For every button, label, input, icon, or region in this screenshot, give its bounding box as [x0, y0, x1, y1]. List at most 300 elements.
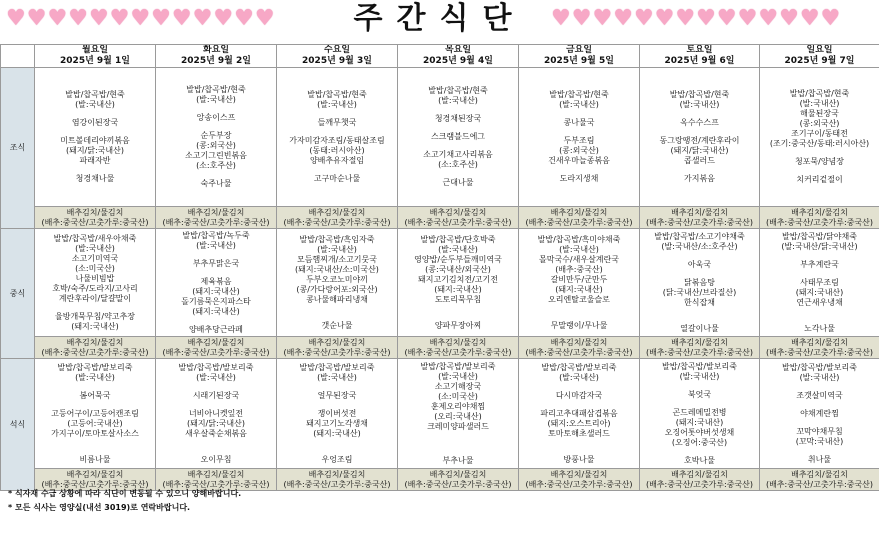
kimchi-item: 배추김치/물김치: [66, 469, 124, 479]
menu-item: 발밥/찹곡밥/현죽: [65, 90, 125, 99]
spacer: [520, 447, 638, 455]
menu-item: (돼지:국내산): [555, 284, 603, 294]
heart-icon: ♥: [254, 6, 275, 31]
kimchi-item: (배추:중국산/고춧가루:중국산): [765, 217, 874, 227]
menu-item: (발:국내산): [317, 244, 357, 254]
menu-item: 발밥/찹곡밥/발보리죽: [57, 362, 133, 372]
menu-item: (발:국내산): [438, 371, 478, 381]
spacer: [520, 128, 638, 136]
kimchi-item: 배추김치/물김치: [66, 337, 124, 347]
kimchi-cell: [760, 207, 879, 229]
menu-item: 발밥/찹곡밥/흑임자죽: [299, 234, 375, 244]
spacer: [761, 419, 878, 427]
spacer: [641, 166, 758, 174]
spacer: [278, 305, 396, 313]
spacer: [157, 317, 275, 325]
heart-icon: ♥: [6, 6, 26, 31]
kimchi-item: (배추:중국산/고춧가루:중국산): [283, 347, 391, 357]
day-header: [277, 45, 398, 68]
spacer: [278, 401, 396, 409]
menu-item: 해물된장국: [800, 109, 839, 118]
spacer: [641, 128, 758, 136]
menu-item: 훈제오리야채찜: [430, 401, 486, 411]
spacer: [157, 251, 275, 259]
menu-item: 발밥/찹곡밥/발보리죽: [178, 362, 254, 372]
kimchi-item: 배추김치/물김치: [550, 469, 608, 479]
spacer: [36, 401, 154, 409]
menu-item: (콩:외국산): [799, 119, 840, 128]
spacer: [278, 166, 396, 174]
menu-item: (오리:국내산): [434, 411, 482, 421]
menu-item: 순두부장: [200, 131, 232, 140]
spacer: [36, 128, 154, 136]
menu-cell: [519, 68, 640, 207]
heart-icon: ♥: [654, 6, 675, 31]
menu-item: 발밥/찹곡밥/발보리죽: [662, 361, 737, 371]
day-name: 목요일: [444, 45, 472, 55]
spacer: [641, 110, 758, 118]
menu-item: 발밥/찹곡밥/현죽: [186, 85, 246, 94]
menu-item: 발밥/찹곡밥/녹두죽: [182, 230, 250, 240]
kimchi-item: (배추:중국산/고춧가루:중국산): [645, 347, 754, 357]
spacer: [399, 440, 517, 448]
menu-item: 얼무된장국: [317, 390, 357, 400]
day-name: 금요일: [565, 45, 593, 55]
kimchi-item: 배추김치/물김치: [308, 207, 366, 217]
menu-item: (소:호주산): [196, 161, 236, 170]
menu-cell: [398, 229, 519, 337]
menu-item: 콥샐러드: [684, 156, 715, 165]
menu-item: 갯순나물: [321, 320, 353, 330]
spacer: [36, 110, 154, 118]
menu-cell: [519, 359, 640, 469]
menu-item: (소:미국산): [438, 391, 478, 401]
heart-decoration-right: [551, 8, 840, 30]
menu-item: 부추무맑은국: [192, 258, 240, 268]
menu-item: 계란후라이/달걀말이: [58, 293, 132, 303]
menu-item: (돼지/닭:국내산): [65, 146, 124, 155]
spacer: [36, 447, 154, 455]
menu-item: (발:국내산/소:호주산): [661, 241, 738, 251]
page-title: 주간식단: [353, 1, 526, 36]
menu-item: (돼지:국내산): [192, 286, 240, 296]
menu-item: 발밥/찹곡밥/발보리죽: [299, 362, 375, 372]
spacer: [520, 166, 638, 174]
menu-item: (발:국내산): [438, 96, 478, 105]
kimchi-cell: [398, 469, 519, 491]
kimchi-item: 배추김치/물김치: [429, 337, 487, 347]
heart-icon: ♥: [737, 6, 758, 31]
menu-item: 청포묵/양념장: [794, 157, 845, 166]
menu-item: 오이무침: [200, 454, 232, 464]
day-date: 2025년 9월 4일: [423, 56, 493, 66]
menu-item: (돼지:국내산): [675, 417, 724, 427]
menu-item: 쟁이버섯전: [317, 408, 357, 418]
menu-item: 비름나물: [79, 454, 111, 464]
spacer: [761, 316, 878, 324]
menu-cell: [277, 359, 398, 469]
spacer: [278, 313, 396, 321]
kimchi-cell: [35, 337, 156, 359]
heart-icon: ♥: [799, 6, 820, 31]
menu-cell: [156, 68, 277, 207]
menu-item: 소고기미역국: [71, 253, 119, 263]
spacer: [520, 383, 638, 391]
menu-item: 파래자반: [79, 156, 111, 165]
heart-icon: ♥: [47, 6, 68, 31]
kimchi-item: 배추김치/물김치: [550, 207, 608, 217]
menu-item: (동태:러시아산): [309, 146, 365, 155]
menu-item: 돼지고기김치전/고기전: [418, 274, 498, 284]
spacer: [399, 106, 517, 114]
spacer: [157, 401, 275, 409]
menu-item: 가지구이/토마토살사소스: [51, 428, 139, 438]
menu-item: (발:국내산): [75, 100, 115, 109]
menu-item: (콩:외국산): [559, 146, 599, 155]
menu-item: 파리고추대패삼겹볶음: [540, 408, 618, 418]
menu-item: 다시마감자국: [555, 390, 603, 400]
menu-item: 발밥/찹곡밥/현죽: [669, 90, 730, 99]
kimchi-item: (배추:중국산/고춧가루:중국산): [525, 217, 633, 227]
heart-icon: ♥: [171, 6, 192, 31]
spacer: [278, 128, 396, 136]
heart-icon: ♥: [68, 6, 88, 31]
menu-item: (돼지:국내산): [313, 428, 361, 438]
menu-item: (돼지:국내산): [71, 321, 119, 331]
spacer: [36, 439, 154, 447]
spacer: [36, 166, 154, 174]
spacer: [761, 447, 878, 455]
menu-item: (발:국내산): [196, 95, 236, 104]
day-name: 일요일: [806, 45, 833, 55]
menu-item: 발밥/찹곡밥/발보리죽: [541, 362, 617, 372]
menu-item: 새우살죽순채볶음: [185, 428, 247, 438]
spacer: [761, 149, 878, 157]
menu-item: (발:국내산): [196, 372, 236, 382]
spacer: [761, 167, 878, 175]
menu-item: (콩:외국산): [196, 141, 236, 150]
kimchi-item: 배추김치/물김치: [429, 469, 487, 479]
spacer: [761, 270, 878, 278]
kimchi-item: 배추김치/물김치: [791, 207, 848, 217]
menu-item: 앙송이스프: [196, 113, 236, 122]
menu-item: 도라지생채: [559, 174, 599, 183]
header-corner: [1, 45, 35, 68]
day-header: [156, 45, 277, 68]
menu-item: 호박나물: [684, 455, 715, 465]
kimchi-item: (배추:중국산/고춧가루:중국산): [525, 347, 633, 357]
menu-item: 부추나물: [442, 455, 474, 465]
heart-icon: ♥: [551, 6, 571, 31]
menu-item: 고등어구이/고등어캔조림: [51, 408, 139, 418]
day-name: 토요일: [686, 45, 713, 55]
meal-label: 석식: [1, 359, 35, 491]
heart-icon: ♥: [779, 6, 799, 31]
heart-icon: ♥: [633, 6, 654, 31]
menu-cell: [35, 229, 156, 337]
kimchi-cell: [277, 469, 398, 491]
heart-icon: ♥: [820, 6, 841, 31]
menu-item: 옥수수스프: [680, 118, 719, 127]
menu-item: 야채계란찜: [800, 408, 839, 418]
spacer: [761, 383, 878, 391]
menu-item: (발:국내산): [317, 100, 357, 109]
menu-item: (발:국내산): [679, 100, 720, 109]
menu-item: 청경채나물: [75, 174, 115, 183]
menu-cell: [156, 229, 277, 337]
kimchi-cell: [398, 337, 519, 359]
menu-item: 부추계란국: [800, 259, 839, 269]
spacer: [399, 448, 517, 456]
day-date: 2025년 9월 2일: [181, 56, 251, 66]
menu-item: 발밥/찹곡밥/현죽: [789, 89, 850, 98]
kimchi-item: (배추:중국산/고춧가루:중국산): [404, 217, 512, 227]
kimchi-item: (배추:중국산/고춧가루:중국산): [283, 217, 391, 227]
kimchi-item: 배추김치/물김치: [187, 337, 245, 347]
menu-item: 무말랭이/무나물: [550, 320, 608, 330]
menu-item: 노각나물: [804, 323, 835, 333]
kimchi-item: (배추:중국산/고춧가루:중국산): [645, 479, 754, 489]
day-date: 2025년 9월 7일: [784, 56, 855, 66]
kimchi-cell: [519, 207, 640, 229]
menu-item: (꼬막:국내산): [795, 436, 844, 446]
menu-item: 돼지고기노각생채: [306, 418, 368, 428]
menu-item: 오징어톳야버섯생채: [664, 427, 735, 437]
menu-item: (닭:국내산/브라질산): [662, 287, 737, 297]
day-date: 2025년 9월 1일: [60, 56, 130, 66]
menu-cell: [277, 68, 398, 207]
menu-cell: [760, 68, 879, 207]
kimchi-item: 배추김치/물김치: [671, 207, 728, 217]
kimchi-item: 배추김치/물김치: [308, 337, 366, 347]
kimchi-item: 배추김치/물김치: [550, 337, 608, 347]
menu-item: (돼지:국내산): [795, 287, 844, 297]
menu-item: 양배추당근라페: [188, 324, 244, 334]
spacer: [278, 383, 396, 391]
day-header: [398, 45, 519, 68]
heart-icon: ♥: [716, 6, 737, 31]
kimchi-cell: [519, 469, 640, 491]
heart-icon: ♥: [151, 6, 171, 31]
day-name: 월요일: [81, 45, 109, 55]
menu-item: 발밥/찹곡밥/단호박죽: [420, 234, 496, 244]
menu-item: 발밥/찹곡밥/흑미야채죽: [537, 234, 621, 244]
kimchi-item: (배추:중국산/고춧가루:중국산): [645, 217, 754, 227]
menu-item: (콩:국내산/외국산): [425, 264, 491, 274]
spacer: [399, 124, 517, 132]
day-date: 2025년 9월 3일: [302, 56, 372, 66]
menu-item: 영양밥/순두부들깨미역국: [414, 254, 502, 264]
menu-item: 발밥/찹곡밥/닭야채죽: [782, 231, 857, 241]
menu-item: 발밥/찹곡밥/발보리죽: [782, 362, 857, 372]
menu-item: (돼지:오스트리아): [547, 418, 611, 428]
menu-item: 열갈이나물: [680, 323, 719, 333]
kimchi-cell: [519, 337, 640, 359]
menu-item: 방풍나물: [563, 454, 595, 464]
spacer: [278, 110, 396, 118]
menu-item: 건새우마늘종볶음: [548, 156, 610, 165]
kimchi-cell: [398, 207, 519, 229]
meal-row: [1, 68, 879, 207]
menu-item: 호박/숙주/도라지/고사리: [52, 283, 138, 293]
menu-item: 숙주나물: [200, 179, 232, 188]
kimchi-cell: [156, 207, 277, 229]
kimchi-item: (배추:중국산/고춧가루:중국산): [162, 347, 270, 357]
menu-item: (발:국내산): [75, 243, 115, 253]
heart-icon: ♥: [109, 6, 130, 31]
menu-item: (돼지/닭:국내산): [186, 418, 245, 428]
menu-item: (돼지:국내산): [192, 306, 240, 316]
kimchi-item: 배추김치/물김치: [791, 469, 848, 479]
spacer: [641, 308, 758, 316]
menu-item: 꼬막야채무침: [796, 426, 843, 436]
heart-icon: ♥: [26, 6, 47, 31]
menu-item: (소:호주산): [438, 160, 478, 169]
menu-item: 한식잡채: [684, 297, 715, 307]
spacer: [641, 448, 758, 456]
kimchi-item: 배추김치/물김치: [429, 207, 487, 217]
menu-cell: [35, 68, 156, 207]
menu-item: 발밥/찹곡밥/현죽: [549, 90, 609, 99]
menu-item: (배추:중국산): [555, 264, 603, 274]
menu-item: 미트볼데리야끼볶음: [60, 136, 130, 145]
menu-item: (발:국내산/닭:국내산): [781, 241, 858, 251]
menu-item: 청경채된장국: [434, 114, 482, 123]
spacer: [157, 383, 275, 391]
menu-item: 들깨무챗국: [317, 118, 357, 127]
kimchi-cell: [156, 337, 277, 359]
menu-item: 율방개묵무침/약고추장: [55, 311, 135, 321]
kimchi-item: (배추:중국산/고춧가루:중국산): [283, 479, 391, 489]
menu-item: 소고기그린빈볶음: [185, 151, 247, 160]
menu-item: 고구마순나물: [313, 174, 361, 183]
menu-item: (발:국내산): [559, 244, 599, 254]
menu-item: 발밥/찹곡밥/발보리죽: [420, 361, 496, 371]
spacer: [157, 447, 275, 455]
menu-item: 발밥/찹곡밥/소고기야채죽: [654, 231, 745, 241]
heart-icon: ♥: [675, 6, 696, 31]
menu-item: 곤드레메밀전병: [672, 407, 727, 417]
menu-item: (발:국내산): [75, 372, 115, 382]
menu-item: 두부조림: [563, 136, 595, 145]
weekly-menu-table: [0, 44, 879, 491]
day-name: 화요일: [202, 45, 230, 55]
meal-row: [1, 229, 879, 337]
menu-item: 봄어묵국: [79, 390, 111, 400]
spacer: [761, 401, 878, 409]
menu-item: 조갯살미역국: [796, 390, 843, 400]
title-bar: [0, 0, 879, 44]
kimchi-item: (배추:중국산/고춧가루:중국산): [404, 347, 512, 357]
menu-item: (발:국내산): [679, 371, 720, 381]
kimchi-item: 배추김치/물김치: [671, 337, 728, 347]
spacer: [520, 313, 638, 321]
menu-item: 두부오코노미야끼: [306, 274, 368, 284]
spacer: [278, 439, 396, 447]
day-header-row: [1, 45, 879, 68]
spacer: [399, 313, 517, 321]
heart-icon: ♥: [192, 6, 213, 31]
spacer: [399, 432, 517, 440]
menu-item: 근대나물: [442, 178, 474, 187]
heart-icon: ♥: [696, 6, 716, 31]
menu-item: (발:국내산): [196, 240, 236, 250]
menu-item: 갈비만두/군만두: [550, 274, 608, 284]
menu-cell: [398, 359, 519, 469]
menu-item: 조기구이/동태전: [791, 129, 848, 138]
menu-item: 발밥/찹곡밥/현죽: [307, 90, 367, 99]
menu-item: 닭볶음탕: [684, 277, 715, 287]
heart-icon: ♥: [88, 6, 109, 31]
menu-item: (소:미국산): [75, 263, 115, 273]
menu-item: 토마토해초샐러드: [548, 428, 610, 438]
heart-icon: ♥: [130, 6, 151, 31]
kimchi-cell: [640, 469, 760, 491]
spacer: [399, 170, 517, 178]
spacer: [761, 308, 878, 316]
spacer: [157, 269, 275, 277]
spacer: [761, 252, 878, 260]
menu-item: 크레미양파샐러드: [427, 421, 489, 431]
menu-item: 스크램블드에그: [430, 132, 486, 141]
menu-item: 치커리겉절이: [796, 175, 843, 184]
menu-item: 나물비빔밥: [75, 273, 115, 283]
spacer: [520, 401, 638, 409]
menu-item: 가자미감자조림/동태살조림: [289, 136, 385, 145]
menu-item: 몰막국수/새우살계란국: [539, 254, 619, 264]
menu-item: 아욱국: [687, 259, 712, 269]
kimchi-item: 배추김치/물김치: [187, 207, 245, 217]
kimchi-cell: [277, 207, 398, 229]
spacer: [520, 439, 638, 447]
menu-item: 양파무장아찌: [434, 320, 482, 330]
kimchi-cell: [760, 469, 879, 491]
spacer: [36, 304, 154, 312]
menu-cell: [156, 359, 277, 469]
menu-item: (발:국내산): [799, 99, 840, 108]
menu-item: 돌기름묵은지파스타: [181, 296, 251, 306]
menu-item: 모듬햄찌개/소고기뭇국: [297, 254, 377, 264]
menu-item: 발밥/찹곡밥/새우아채죽: [53, 233, 137, 243]
kimchi-cell: [760, 337, 879, 359]
day-header: [35, 45, 156, 68]
menu-item: (발:국내산): [559, 100, 599, 109]
menu-cell: [760, 359, 879, 469]
menu-cell: [519, 229, 640, 337]
spacer: [278, 447, 396, 455]
spacer: [641, 400, 758, 408]
menu-item: 제육볶음: [200, 276, 232, 286]
menu-cell: [640, 359, 760, 469]
menu-cell: [640, 68, 760, 207]
menu-item: 콩나물국: [563, 118, 595, 127]
spacer: [641, 382, 758, 390]
day-date: 2025년 9월 5일: [544, 56, 614, 66]
note-line: * 식자재 수급 상황에 따라 식단이 변동될 수 있으니 양해바랍니다.: [8, 489, 242, 498]
menu-item: 동그랑땡전/계란후라이: [659, 136, 740, 145]
menu-item: (발:국내산): [559, 372, 599, 382]
spacer: [157, 105, 275, 113]
spacer: [399, 142, 517, 150]
menu-cell: [277, 229, 398, 337]
day-header: [519, 45, 640, 68]
menu-item: (발:국내산): [438, 244, 478, 254]
kimchi-item: 배추김치/물김치: [791, 337, 848, 347]
menu-cell: [760, 229, 879, 337]
spacer: [36, 383, 154, 391]
spacer: [641, 270, 758, 278]
kimchi-item: (배추:중국산/고춧가루:중국산): [41, 479, 149, 489]
